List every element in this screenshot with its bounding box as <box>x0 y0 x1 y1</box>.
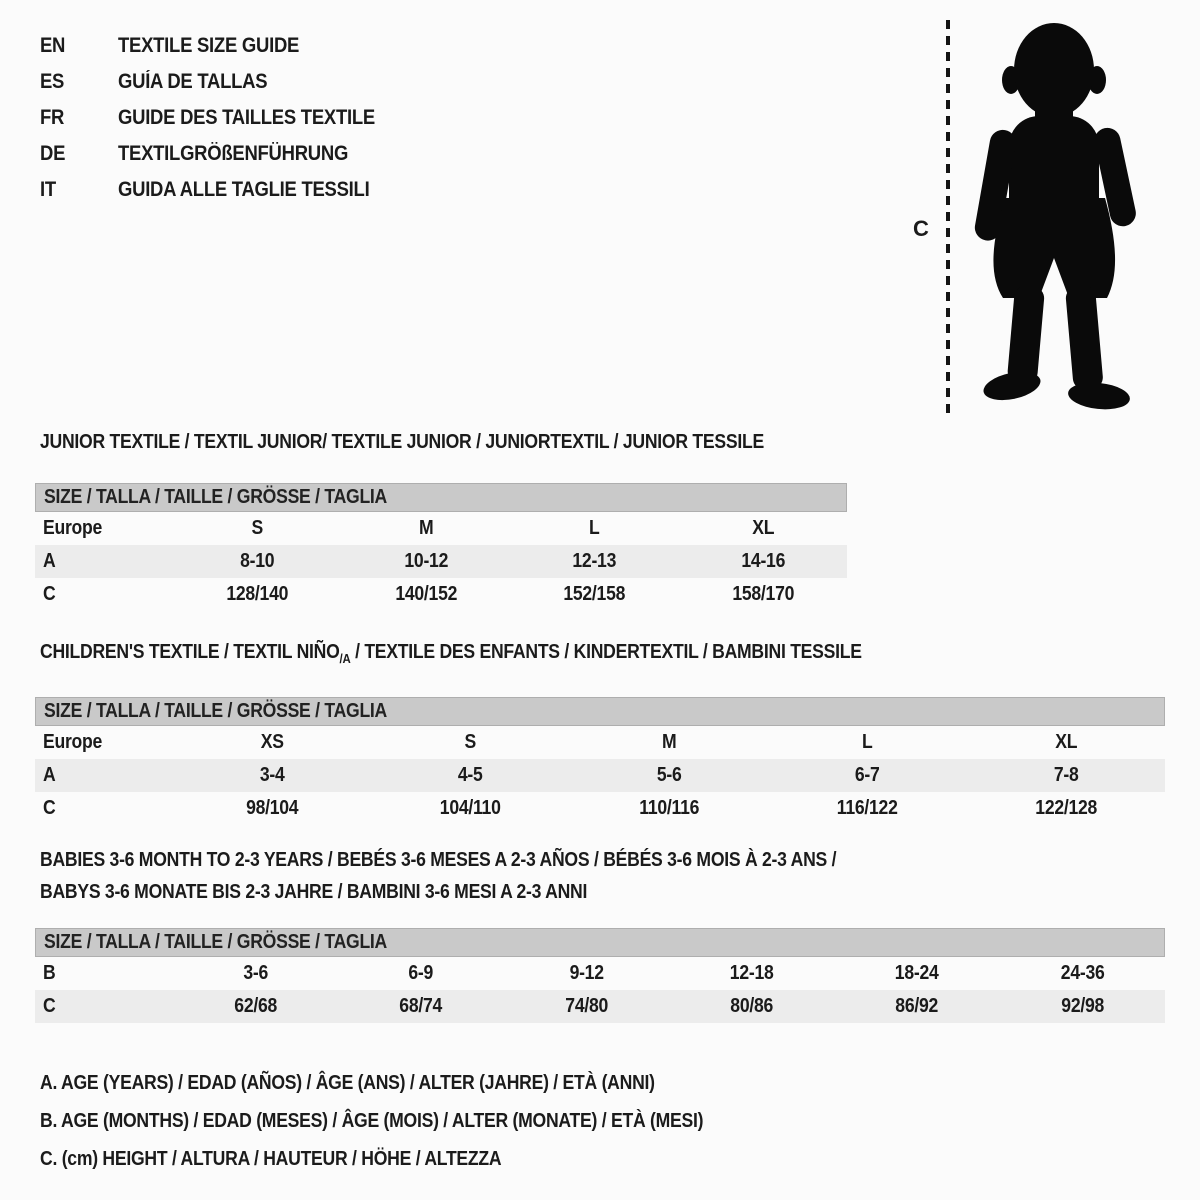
language-row-de <box>40 136 410 172</box>
babies-section-title-line1: BABIES 3-6 MONTH TO 2-3 YEARS / BEBÉS 3-6 MESES A 2-3 AÑOS / BÉBÉS 3-6 MOIS À 2-3 ANS / <box>40 849 837 871</box>
table-row <box>35 578 847 611</box>
language-row-en <box>40 28 410 64</box>
age-cell: 6-7 <box>855 764 880 786</box>
height-cell: 116/122 <box>837 797 898 819</box>
size-cell: L <box>588 517 600 539</box>
height-cell: 74/80 <box>564 995 608 1017</box>
table-row <box>35 726 1165 759</box>
guide-title-de: TEXTILGRÖßENFÜHRUNG <box>118 142 349 165</box>
table-row <box>35 545 847 578</box>
size-cell: L <box>862 731 873 753</box>
table-row <box>35 512 847 545</box>
age-months-cell: 24-36 <box>1060 962 1105 984</box>
height-measure-figure <box>905 12 1165 427</box>
measure-c-label: C <box>913 216 929 241</box>
legend-age-months: B. AGE (MONTHS) / EDAD (MESES) / ÂGE (MOIS) / ALTER (MONATE) / ETÀ (MESI) <box>40 1110 704 1132</box>
size-header-label: SIZE / TALLA / TAILLE / GRÖSSE / TAGLIA <box>44 700 388 722</box>
size-cell: M <box>418 517 433 539</box>
height-cell: 128/140 <box>226 583 289 605</box>
guide-title-es: GUÍA DE TALLAS <box>118 70 268 93</box>
section-childrens-textile <box>35 640 1165 825</box>
table-row <box>35 759 1165 792</box>
row-label-a: A <box>43 764 56 786</box>
height-cell: 98/104 <box>246 797 299 819</box>
row-label-europe: Europe <box>43 517 103 539</box>
size-cell: XS <box>260 731 284 753</box>
height-dashed-line <box>946 20 950 416</box>
height-cell: 104/110 <box>440 797 502 819</box>
legend-age-years: A. AGE (YEARS) / EDAD (AÑOS) / ÂGE (ANS) / ALTER (JAHRE) / ETÀ (ANNI) <box>40 1072 655 1094</box>
height-cell: 122/128 <box>1034 797 1097 819</box>
table-row <box>35 792 1165 825</box>
guide-title-it: GUIDA ALLE TAGLIE TESSILI <box>118 178 370 201</box>
language-title-list <box>40 28 410 208</box>
guide-title-fr: GUIDE DES TAILLES TEXTILE <box>118 106 375 129</box>
section-babies-textile <box>35 844 1165 1023</box>
height-cell: 92/98 <box>1060 995 1104 1017</box>
measurement-legend <box>40 1064 794 1178</box>
size-header-label: SIZE / TALLA / TAILLE / GRÖSSE / TAGLIA <box>44 931 388 953</box>
height-cell: 152/158 <box>563 583 626 605</box>
height-cell: 68/74 <box>399 995 443 1017</box>
height-cell: 86/92 <box>895 995 939 1017</box>
age-cell: 4-5 <box>458 764 483 786</box>
children-section-title: CHILDREN'S TEXTILE / TEXTIL $NIÑO_{/A}$ / TEXTILE DES ENFANTS / KINDERTEXTIL / BAMBINI TESSILE <box>40 641 862 666</box>
language-code: FR <box>40 106 65 129</box>
age-cell: 8-10 <box>240 550 275 572</box>
height-cell: 80/86 <box>730 995 774 1017</box>
language-row-es <box>40 64 410 100</box>
junior-size-header-bar <box>35 483 847 512</box>
size-cell: XL <box>1054 731 1077 753</box>
row-label-b: B <box>43 962 56 984</box>
height-cell: 140/152 <box>394 583 457 605</box>
age-months-cell: 18-24 <box>895 962 939 984</box>
babies-section-title-line2: BABYS 3-6 MONATE BIS 2-3 JAHRE / BAMBINI 3-6 MESI A 2-3 ANNI <box>40 881 588 903</box>
language-code: IT <box>40 178 56 201</box>
height-cell: 62/68 <box>234 995 278 1017</box>
nino-a-subscript: /A <box>339 651 351 666</box>
legend-height-cm: C. (cm) HEIGHT / ALTURA / HAUTEUR / HÖHE / ALTEZZA <box>40 1148 502 1170</box>
age-cell: 12-13 <box>572 550 617 572</box>
language-code: EN <box>40 34 66 57</box>
age-months-cell: 6-9 <box>408 962 434 984</box>
age-cell: 14-16 <box>740 550 785 572</box>
language-row-it <box>40 172 410 208</box>
guide-title-en: TEXTILE SIZE GUIDE <box>118 34 300 57</box>
row-label-c: C <box>43 995 56 1017</box>
children-size-header-bar <box>35 697 1165 726</box>
row-label-a: A <box>43 550 56 572</box>
size-cell: XL <box>751 517 774 539</box>
row-label-c: C <box>43 583 56 605</box>
language-row-fr <box>40 100 410 136</box>
size-header-label: SIZE / TALLA / TAILLE / GRÖSSE / TAGLIA <box>44 486 388 508</box>
language-code: ES <box>40 70 65 93</box>
row-label-europe: Europe <box>43 731 103 753</box>
age-cell: 3-4 <box>259 764 285 786</box>
age-months-cell: 12-18 <box>729 962 774 984</box>
row-label-c: C <box>43 797 56 819</box>
language-code: DE <box>40 142 66 165</box>
age-months-cell: 9-12 <box>569 962 604 984</box>
section-junior-textile <box>35 430 847 611</box>
age-cell: 10-12 <box>403 550 448 572</box>
babies-size-header-bar <box>35 928 1165 957</box>
size-cell: M <box>661 731 677 753</box>
table-row <box>35 957 1165 990</box>
height-cell: 110/116 <box>639 797 699 819</box>
table-row <box>35 990 1165 1023</box>
age-cell: 7-8 <box>1053 764 1079 786</box>
junior-section-title: JUNIOR TEXTILE / TEXTIL JUNIOR/ TEXTILE JUNIOR / JUNIORTEXTIL / JUNIOR TESSILE <box>40 431 764 453</box>
size-cell: S <box>251 517 263 539</box>
height-cell: 158/170 <box>731 583 794 605</box>
baby-silhouette-icon <box>965 18 1147 418</box>
size-cell: S <box>464 731 477 753</box>
age-months-cell: 3-6 <box>243 962 268 984</box>
age-cell: 5-6 <box>656 764 682 786</box>
